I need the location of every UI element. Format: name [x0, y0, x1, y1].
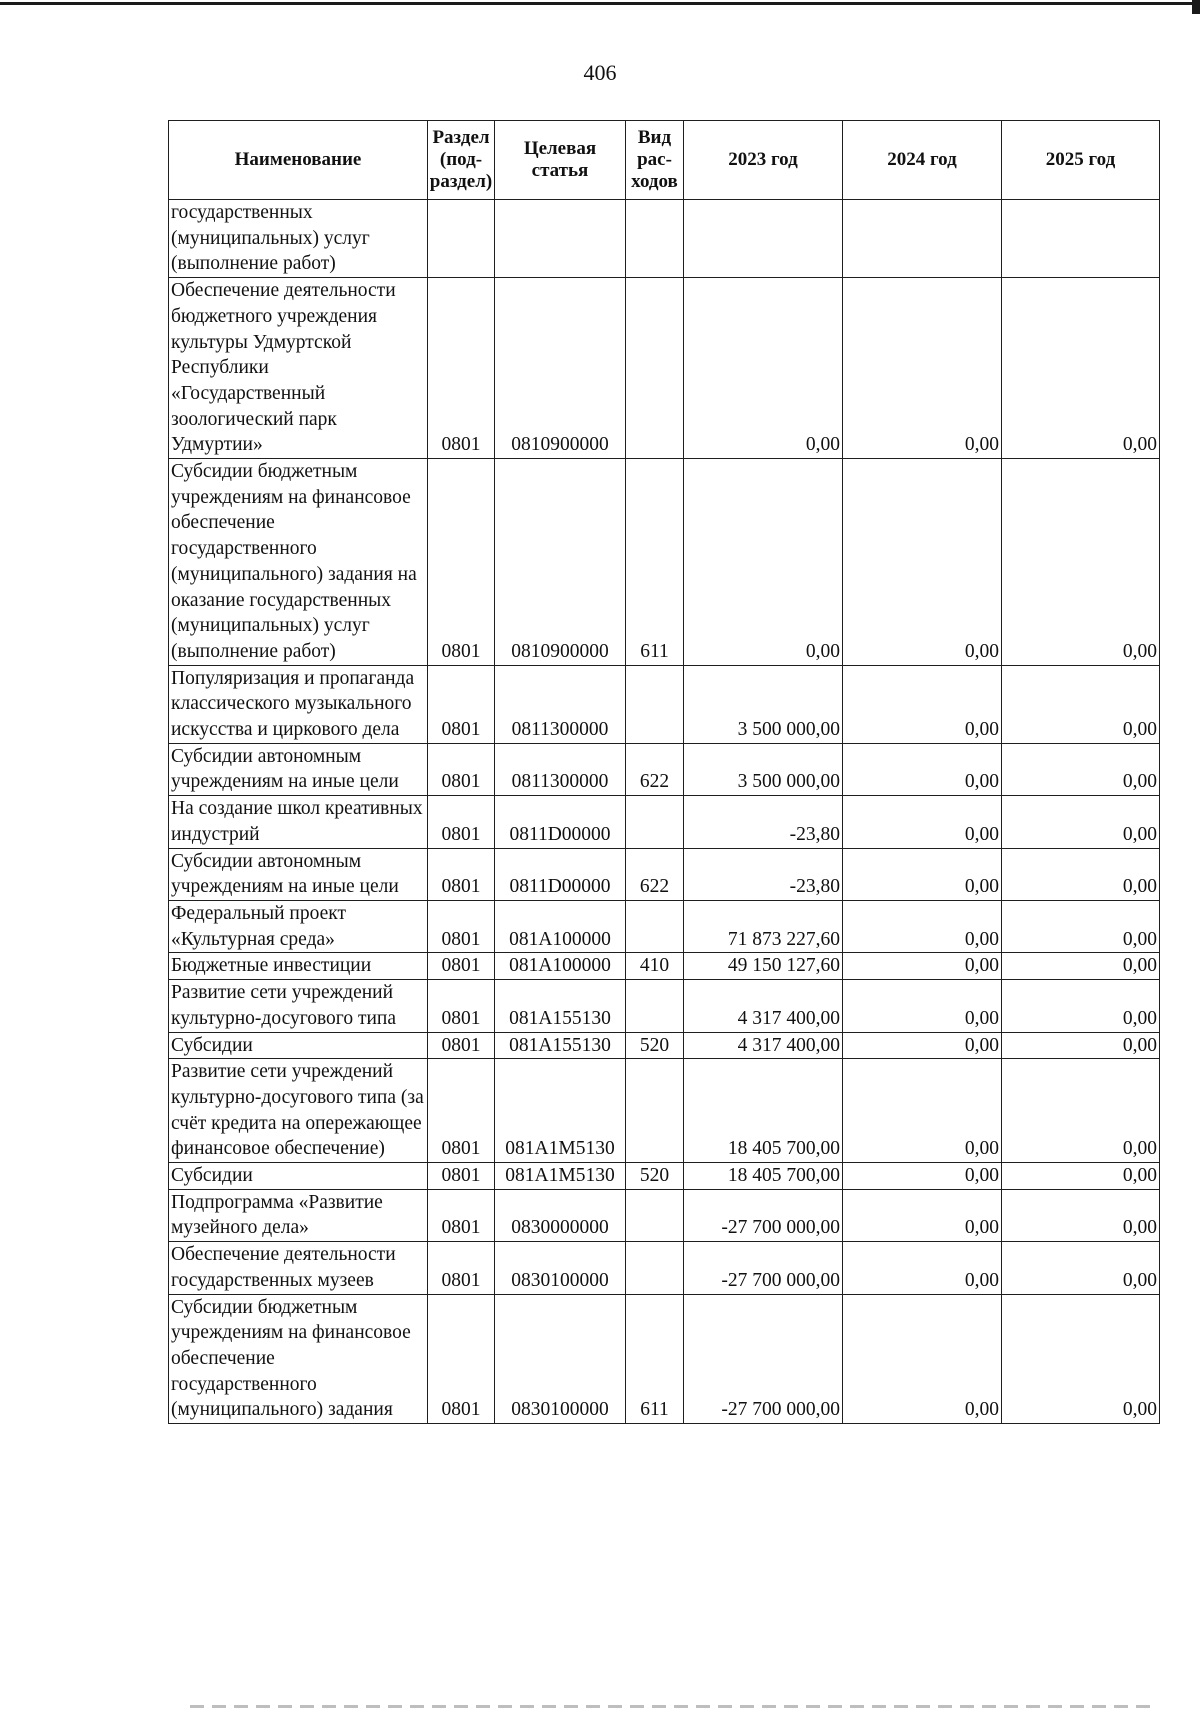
cell-2024: 0,00 [843, 1294, 1002, 1424]
cell-2023: 3 500 000,00 [684, 665, 843, 743]
cell-2024: 0,00 [843, 796, 1002, 848]
cell-name: государственных (муниципальных) услуг (выполнение работ) [169, 200, 428, 278]
cell-2025: 0,00 [1002, 848, 1160, 900]
cell-2023: 18 405 700,00 [684, 1163, 843, 1190]
cell-section: 0801 [428, 1059, 495, 1163]
cell-2024: 0,00 [843, 459, 1002, 666]
cell-kind [626, 900, 684, 952]
cell-2025: 0,00 [1002, 459, 1160, 666]
cell-2023: -27 700 000,00 [684, 1242, 843, 1294]
scan-corner-mark [1192, 0, 1200, 14]
cell-section: 0801 [428, 278, 495, 459]
header-2023: 2023 год [684, 121, 843, 200]
header-2025: 2025 год [1002, 121, 1160, 200]
table-row [169, 278, 1160, 459]
page-number: 406 [583, 60, 617, 85]
cell-2023: 0,00 [684, 278, 843, 459]
cell-article: 081A155130 [495, 1032, 626, 1059]
cell-name: Субсидии бюджетным учреждениям на финансовое обеспечение государственного (муниципального) задания на оказание государственных (муниципальных) услуг (выполнение работ) [169, 459, 428, 666]
table-row [169, 200, 1160, 278]
cell-2023: 4 317 400,00 [684, 1032, 843, 1059]
cell-section: 0801 [428, 1242, 495, 1294]
cell-2024: 0,00 [843, 848, 1002, 900]
cell-2024: 0,00 [843, 1059, 1002, 1163]
cell-article [495, 200, 626, 278]
cell-2024: 0,00 [843, 1242, 1002, 1294]
table-row [169, 980, 1160, 1032]
cell-2025: 0,00 [1002, 1059, 1160, 1163]
cell-kind: 622 [626, 743, 684, 795]
cell-kind [626, 1242, 684, 1294]
cell-article: 0811300000 [495, 743, 626, 795]
cell-article: 0811D00000 [495, 796, 626, 848]
cell-2024: 0,00 [843, 743, 1002, 795]
cell-2023: -27 700 000,00 [684, 1189, 843, 1241]
table-row [169, 848, 1160, 900]
cell-article: 0810900000 [495, 278, 626, 459]
cell-section: 0801 [428, 1294, 495, 1424]
table-row [169, 1189, 1160, 1241]
cell-section: 0801 [428, 848, 495, 900]
cell-article: 0811300000 [495, 665, 626, 743]
cell-article: 081A1M5130 [495, 1163, 626, 1190]
cell-kind: 520 [626, 1163, 684, 1190]
cell-2024 [843, 200, 1002, 278]
cell-2023: -23,80 [684, 796, 843, 848]
table-row [169, 665, 1160, 743]
cell-kind [626, 796, 684, 848]
header-kind: Вид рас-ходов [626, 121, 684, 200]
cell-kind [626, 278, 684, 459]
cell-article: 081A155130 [495, 980, 626, 1032]
cell-name: Бюджетные инвестиции [169, 953, 428, 980]
cell-name: Подпрограмма «Развитие музейного дела» [169, 1189, 428, 1241]
cell-2025: 0,00 [1002, 1242, 1160, 1294]
cell-2025: 0,00 [1002, 665, 1160, 743]
cell-2023: 18 405 700,00 [684, 1059, 843, 1163]
cell-kind [626, 200, 684, 278]
cell-2023: 0,00 [684, 459, 843, 666]
cell-2025: 0,00 [1002, 743, 1160, 795]
cell-section: 0801 [428, 1163, 495, 1190]
table-row [169, 1059, 1160, 1163]
cell-name: Обеспечение деятельности бюджетного учреждения культуры Удмуртской Республики «Государственный зоологический парк Удмуртии» [169, 278, 428, 459]
cell-2024: 0,00 [843, 665, 1002, 743]
cell-2023: 49 150 127,60 [684, 953, 843, 980]
table-row [169, 796, 1160, 848]
cell-article: 081A1M5130 [495, 1059, 626, 1163]
header-name: Наименование [169, 121, 428, 200]
cell-section: 0801 [428, 1032, 495, 1059]
cell-kind: 622 [626, 848, 684, 900]
cell-2025: 0,00 [1002, 980, 1160, 1032]
table-row [169, 953, 1160, 980]
cell-2025: 0,00 [1002, 278, 1160, 459]
cell-2024: 0,00 [843, 1189, 1002, 1241]
cell-article: 0830100000 [495, 1242, 626, 1294]
cell-2025: 0,00 [1002, 900, 1160, 952]
header-2024: 2024 год [843, 121, 1002, 200]
table-row [169, 1032, 1160, 1059]
cell-kind [626, 980, 684, 1032]
cell-name: Федеральный проект «Культурная среда» [169, 900, 428, 952]
cell-article: 081A100000 [495, 953, 626, 980]
cell-article: 081A100000 [495, 900, 626, 952]
header-article: Целевая статья [495, 121, 626, 200]
cell-2023: 3 500 000,00 [684, 743, 843, 795]
table-row [169, 1163, 1160, 1190]
cell-article: 0830100000 [495, 1294, 626, 1424]
cell-2024: 0,00 [843, 900, 1002, 952]
cell-2025: 0,00 [1002, 1163, 1160, 1190]
table-row [169, 1294, 1160, 1424]
cell-section: 0801 [428, 953, 495, 980]
cell-2024: 0,00 [843, 980, 1002, 1032]
cell-2023 [684, 200, 843, 278]
cell-2024: 0,00 [843, 1032, 1002, 1059]
cell-name: Субсидии [169, 1163, 428, 1190]
table-header-row [169, 121, 1160, 200]
cell-name: Субсидии автономным учреждениям на иные цели [169, 848, 428, 900]
cell-kind: 611 [626, 1294, 684, 1424]
cell-article: 0830000000 [495, 1189, 626, 1241]
budget-table [168, 120, 1160, 1424]
cell-name: Субсидии [169, 1032, 428, 1059]
table-row [169, 900, 1160, 952]
cell-2025: 0,00 [1002, 796, 1160, 848]
cell-kind: 611 [626, 459, 684, 666]
table-row [169, 743, 1160, 795]
cell-section: 0801 [428, 459, 495, 666]
table-row [169, 459, 1160, 666]
header-section: Раздел (под-раздел) [428, 121, 495, 200]
cell-name: На создание школ креативных индустрий [169, 796, 428, 848]
cell-section: 0801 [428, 665, 495, 743]
cell-name: Субсидии бюджетным учреждениям на финансовое обеспечение государственного (муниципального) задания [169, 1294, 428, 1424]
cell-2024: 0,00 [843, 1163, 1002, 1190]
cell-section: 0801 [428, 900, 495, 952]
cell-2023: -23,80 [684, 848, 843, 900]
cell-2025: 0,00 [1002, 1189, 1160, 1241]
cell-kind: 410 [626, 953, 684, 980]
cell-kind: 520 [626, 1032, 684, 1059]
cell-section: 0801 [428, 1189, 495, 1241]
cell-section: 0801 [428, 796, 495, 848]
cell-name: Обеспечение деятельности государственных музеев [169, 1242, 428, 1294]
cell-2023: -27 700 000,00 [684, 1294, 843, 1424]
cell-2025: 0,00 [1002, 1032, 1160, 1059]
cell-name: Развитие сети учреждений культурно-досугового типа [169, 980, 428, 1032]
cell-kind [626, 665, 684, 743]
cell-2025: 0,00 [1002, 953, 1160, 980]
cell-2024: 0,00 [843, 278, 1002, 459]
cell-name: Популяризация и пропаганда классического музыкального искусства и циркового дела [169, 665, 428, 743]
cell-section [428, 200, 495, 278]
cell-article: 0811D00000 [495, 848, 626, 900]
cell-name: Субсидии автономным учреждениям на иные цели [169, 743, 428, 795]
cell-section: 0801 [428, 980, 495, 1032]
table-row [169, 1242, 1160, 1294]
cell-name: Развитие сети учреждений культурно-досугового типа (за счёт кредита на опережающее финансовое обеспечение) [169, 1059, 428, 1163]
cell-2023: 4 317 400,00 [684, 980, 843, 1032]
scan-bottom-artifact [190, 1705, 1150, 1708]
cell-kind [626, 1059, 684, 1163]
cell-section: 0801 [428, 743, 495, 795]
cell-2025: 0,00 [1002, 1294, 1160, 1424]
cell-2024: 0,00 [843, 953, 1002, 980]
cell-article: 0810900000 [495, 459, 626, 666]
scan-top-border [0, 2, 1200, 5]
cell-2023: 71 873 227,60 [684, 900, 843, 952]
cell-kind [626, 1189, 684, 1241]
cell-2025 [1002, 200, 1160, 278]
